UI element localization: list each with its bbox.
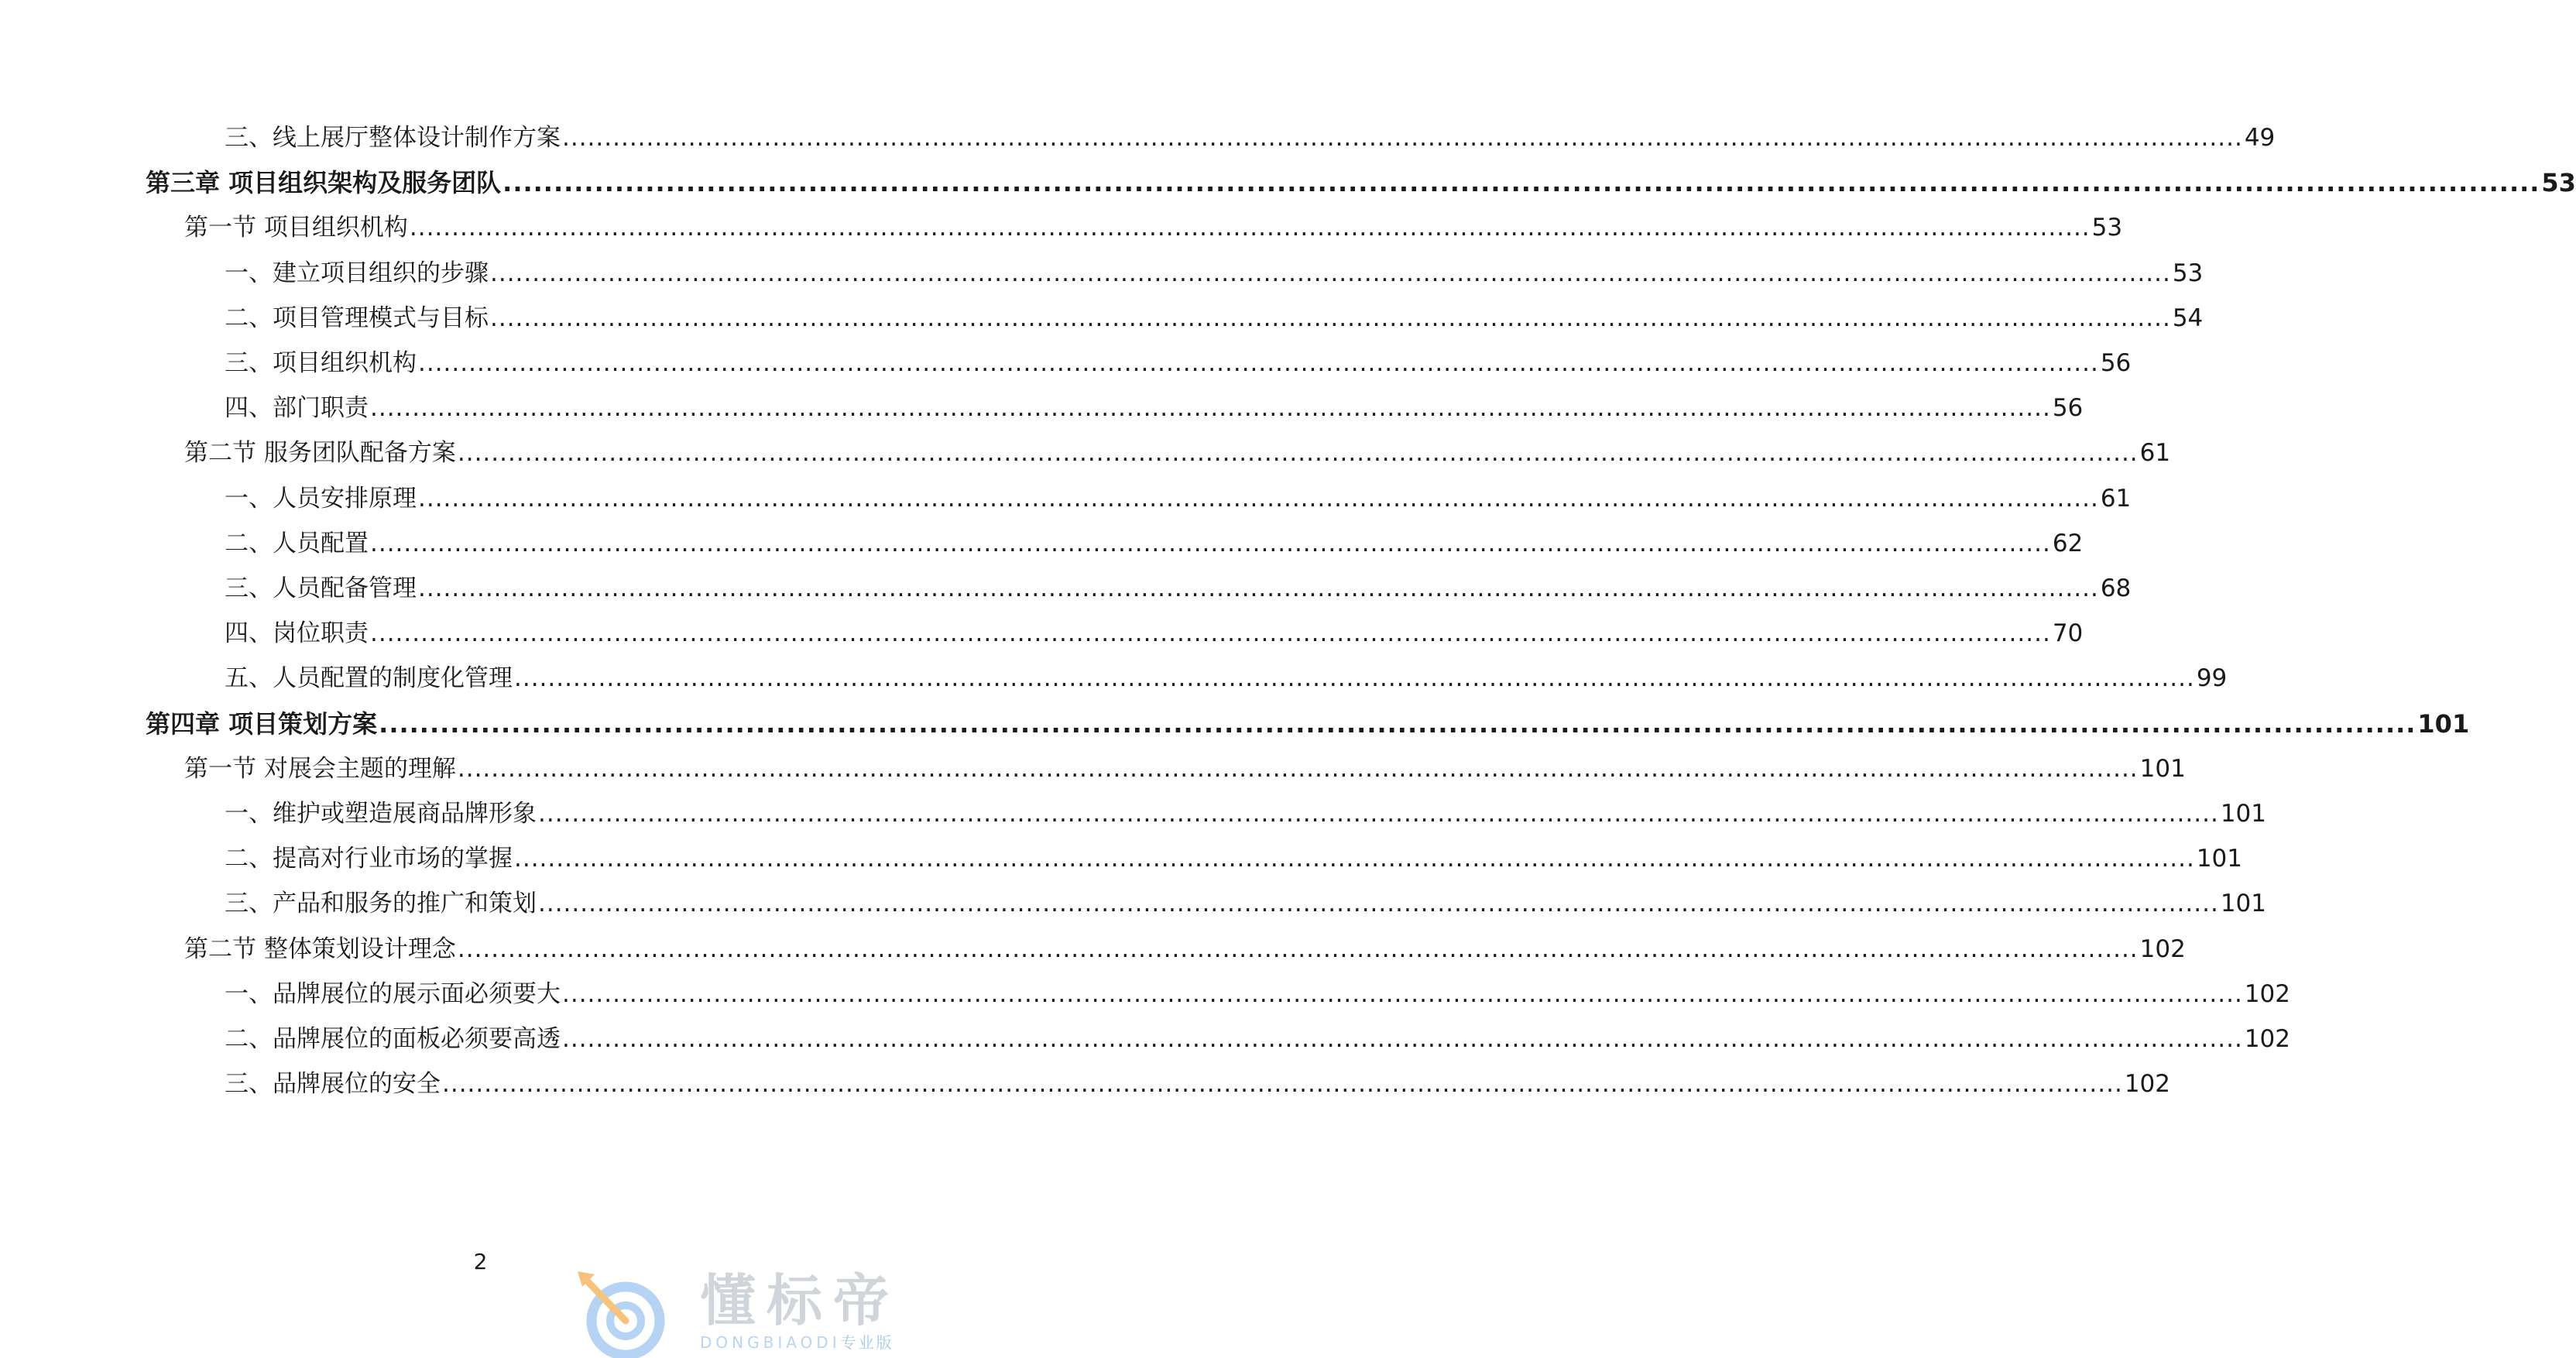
toc-entry[interactable] bbox=[225, 290, 2204, 334]
toc-entry-page: 53 bbox=[2172, 259, 2204, 287]
toc-entry-page: 102 bbox=[2124, 1070, 2170, 1099]
toc-entry[interactable] bbox=[146, 696, 2470, 739]
toc-entry-page: 56 bbox=[2100, 349, 2132, 377]
toc-entry[interactable] bbox=[184, 200, 2123, 243]
toc-entry-page: 102 bbox=[2244, 1025, 2290, 1053]
toc-entry-page: 102 bbox=[2139, 934, 2186, 963]
toc-entry-label: 三、品牌展位的安全 bbox=[225, 1070, 441, 1099]
toc-entry-page: 99 bbox=[2196, 664, 2228, 693]
toc-entry-label: 二、提高对行业市场的掌握 bbox=[225, 845, 513, 873]
target-arrow-logo-icon bbox=[578, 1268, 678, 1358]
toc-entry[interactable] bbox=[184, 741, 2186, 784]
toc-entry-label: 三、人员配备管理 bbox=[225, 574, 417, 602]
toc-dot-leader: ........................................................................................................................................................................................................ bbox=[379, 708, 2417, 739]
toc-entry[interactable] bbox=[225, 110, 2276, 153]
toc-entry[interactable] bbox=[146, 155, 2576, 198]
toc-dot-leader: ........................................................................................................................................................................................................ bbox=[418, 484, 2099, 513]
toc-entry-page: 101 bbox=[2139, 754, 2186, 783]
toc-entry[interactable] bbox=[225, 650, 2228, 694]
toc-dot-leader: ........................................................................................................................................................................................................ bbox=[418, 574, 2099, 602]
toc-entry-page: 68 bbox=[2100, 574, 2132, 602]
toc-entry-page: 62 bbox=[2052, 529, 2084, 557]
toc-entry-label: 四、岗位职责 bbox=[225, 619, 369, 648]
toc-entry[interactable] bbox=[225, 1011, 2290, 1055]
toc-entry-label: 第三章 项目组织架构及服务团队 bbox=[146, 168, 502, 198]
toc-entry-label: 第二节 整体策划设计理念 bbox=[184, 934, 456, 963]
toc-dot-leader: ........................................................................................................................................................................................................ bbox=[409, 214, 2091, 242]
toc-dot-leader: ........................................................................................................................................................................................................ bbox=[538, 890, 2219, 918]
toc-entry-label: 一、维护或塑造展商品牌形象 bbox=[225, 800, 537, 828]
watermark-name-en: DONGBIAODI专业版 bbox=[700, 1333, 894, 1352]
toc-entry-label: 五、人员配置的制度化管理 bbox=[225, 664, 513, 693]
toc-entry-page: 56 bbox=[2052, 394, 2084, 423]
toc-entry[interactable] bbox=[225, 471, 2132, 514]
toc-entry-label: 第一节 项目组织机构 bbox=[184, 214, 408, 242]
toc-entry-label: 二、项目管理模式与目标 bbox=[225, 303, 489, 332]
toc-dot-leader: ........................................................................................................................................................................................................ bbox=[562, 124, 2243, 152]
toc-entry[interactable] bbox=[184, 425, 2171, 468]
watermark-name-cn: 懂标帝 bbox=[700, 1268, 900, 1333]
toc-entry-page: 70 bbox=[2052, 619, 2084, 648]
toc-entry-label: 一、品牌展位的展示面必须要大 bbox=[225, 979, 561, 1008]
toc-entry[interactable] bbox=[225, 966, 2290, 1010]
toc-dot-leader: ........................................................................................................................................................................................................ bbox=[490, 259, 2171, 287]
toc-entry-label: 二、品牌展位的面板必须要高透 bbox=[225, 1025, 561, 1053]
toc-entry-page: 53 bbox=[2541, 168, 2576, 198]
watermark-logo bbox=[578, 1268, 961, 1358]
toc-dot-leader: ........................................................................................................................................................................................................ bbox=[562, 979, 2243, 1008]
toc-dot-leader: ........................................................................................................................................................................................................ bbox=[457, 754, 2139, 783]
toc-entry-label: 二、人员配置 bbox=[225, 529, 369, 557]
toc-entry-page: 61 bbox=[2139, 439, 2171, 468]
toc-dot-leader: ........................................................................................................................................................................................................ bbox=[538, 800, 2219, 828]
toc-dot-leader: ........................................................................................................................................................................................................ bbox=[442, 1070, 2123, 1099]
toc-dot-leader: ........................................................................................................................................................................................................ bbox=[370, 529, 2051, 557]
toc-entry[interactable] bbox=[225, 1056, 2170, 1099]
toc-dot-leader: ........................................................................................................................................................................................................ bbox=[562, 1025, 2243, 1053]
toc-entry[interactable] bbox=[225, 516, 2084, 559]
toc-entry-page: 101 bbox=[2196, 845, 2242, 873]
toc-entry-label: 第四章 项目策划方案 bbox=[146, 708, 378, 739]
toc-entry-page: 49 bbox=[2244, 124, 2276, 152]
toc-entry-page: 53 bbox=[2091, 214, 2123, 242]
toc-dot-leader: ........................................................................................................................................................................................................ bbox=[490, 303, 2171, 332]
toc-dot-leader: ........................................................................................................................................................................................................ bbox=[514, 664, 2195, 693]
toc-dot-leader: ........................................................................................................................................................................................................ bbox=[418, 349, 2099, 377]
toc-entry-page: 101 bbox=[2220, 800, 2266, 828]
toc-entry[interactable] bbox=[225, 786, 2266, 829]
toc-dot-leader: ........................................................................................................................................................................................................ bbox=[514, 845, 2195, 873]
toc-dot-leader: ........................................................................................................................................................................................................ bbox=[457, 934, 2139, 963]
toc-entry[interactable] bbox=[225, 245, 2204, 289]
page-number: 2 bbox=[473, 1249, 488, 1274]
toc-entry-label: 三、线上展厅整体设计制作方案 bbox=[225, 124, 561, 152]
toc-entry[interactable] bbox=[225, 876, 2266, 919]
toc-entry[interactable] bbox=[225, 335, 2132, 379]
toc-dot-leader: ........................................................................................................................................................................................................ bbox=[370, 619, 2051, 648]
toc-entry-label: 三、产品和服务的推广和策划 bbox=[225, 890, 537, 918]
toc-entry[interactable] bbox=[225, 605, 2084, 649]
toc-entry[interactable] bbox=[225, 380, 2084, 424]
toc-dot-leader: ........................................................................................................................................................................................................ bbox=[370, 394, 2051, 423]
toc-entry-page: 101 bbox=[2417, 708, 2470, 739]
toc-entry-page: 101 bbox=[2220, 890, 2266, 918]
toc-entry-page: 61 bbox=[2100, 484, 2132, 513]
toc-entry[interactable] bbox=[184, 921, 2186, 965]
toc-entry-label: 一、建立项目组织的步骤 bbox=[225, 259, 489, 287]
toc-entry-label: 四、部门职责 bbox=[225, 394, 369, 423]
toc-dot-leader: ........................................................................................................................................................................................................ bbox=[503, 168, 2540, 198]
toc-entry[interactable] bbox=[225, 831, 2242, 874]
toc-entry-label: 三、项目组织机构 bbox=[225, 349, 417, 377]
toc-entry[interactable] bbox=[225, 561, 2132, 604]
toc-entry-label: 一、人员安排原理 bbox=[225, 484, 417, 513]
toc-entry-label: 第二节 服务团队配备方案 bbox=[184, 439, 456, 468]
toc-entry-label: 第一节 对展会主题的理解 bbox=[184, 754, 456, 783]
toc-dot-leader: ........................................................................................................................................................................................................ bbox=[457, 439, 2139, 468]
toc-entry-page: 102 bbox=[2244, 979, 2290, 1008]
toc-entry-page: 54 bbox=[2172, 303, 2204, 332]
